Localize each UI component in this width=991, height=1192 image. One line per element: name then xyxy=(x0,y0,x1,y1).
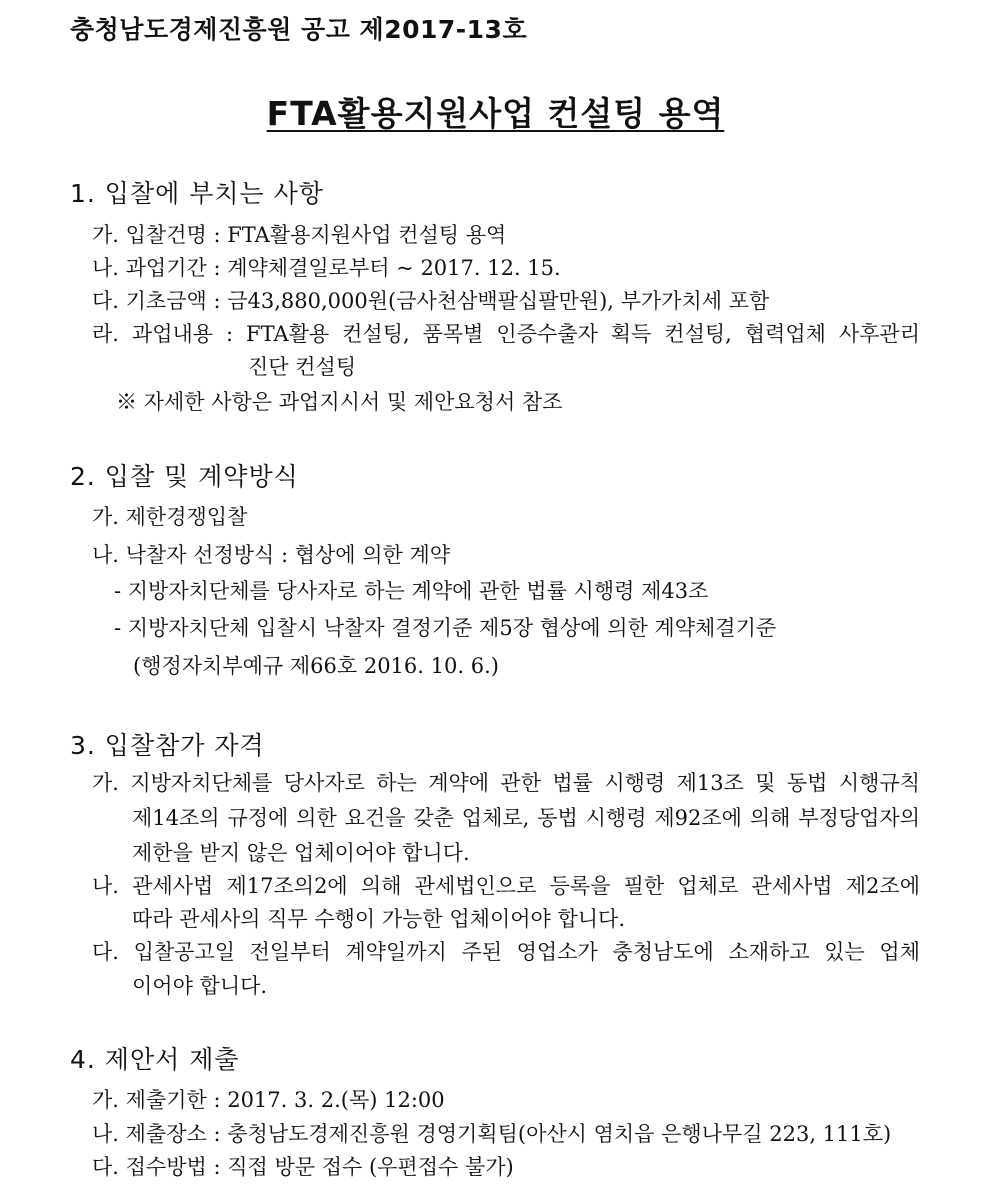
section-4-item: 다. 접수방법 : 직접 방문 접수 (우편접수 불가) xyxy=(92,1155,514,1179)
section-3-heading: 3. 입찰참가 자격 xyxy=(70,731,265,760)
section-3-item-a-line3: 제한을 받지 않은 업체이어야 합니다. xyxy=(132,841,470,865)
section-2-heading: 2. 입찰 및 계약방식 xyxy=(70,462,299,491)
section-4-heading: 4. 제안서 제출 xyxy=(70,1045,240,1074)
section-4-item: 가. 제출기한 : 2017. 3. 2.(목) 12:00 xyxy=(92,1088,445,1112)
section-3-item-a: 가. 지방자치단체를 당사자로 하는 계약에 관한 법률 시행령 제13조 및 동법 시행규칙 xyxy=(92,771,920,795)
section-1-item: 다. 기초금액 : 금43,880,000원(금사천삼백팔십팔만원), 부가가치세 포함 xyxy=(92,289,770,313)
section-3-item-c: 다. 입찰공고일 전일부터 계약일까지 주된 영업소가 충청남도에 소재하고 있는 업체 xyxy=(92,940,920,964)
notice-number: 충청남도경제진흥원 공고 제2017-13호 xyxy=(70,15,528,44)
section-1-item: 나. 과업기간 : 계약체결일로부터 ~ 2017. 12. 15. xyxy=(92,256,561,280)
section-4-item: 나. 제출장소 : 충청남도경제진흥원 경영기획팀(아산시 염치읍 은행나무길 223, 111호) xyxy=(92,1122,892,1146)
section-2-item: 가. 제한경쟁입찰 xyxy=(92,505,248,529)
section-1-item-continued: 진단 컨설팅 xyxy=(248,355,357,379)
section-2-subitem: - 지방자치단체를 당사자로 하는 계약에 관한 법률 시행령 제43조 xyxy=(114,579,709,603)
section-2-item: 나. 낙찰자 선정방식 : 협상에 의한 계약 xyxy=(92,543,451,567)
section-1-item: 가. 입찰건명 : FTA활용지원사업 컨설팅 용역 xyxy=(92,223,507,247)
document-title: FTA활용지원사업 컨설팅 용역 xyxy=(266,94,725,133)
section-3-item-a-line2: 제14조의 규정에 의한 요건을 갖춘 업체로, 동법 시행령 제92조에 의해 부정당업자의 xyxy=(132,806,920,830)
section-1-item: 라. 과업내용 : FTA활용 컨설팅, 품목별 인증수출자 획득 컨설팅, 협력업체 사후관리 xyxy=(92,322,920,346)
section-1-heading: 1. 입찰에 부치는 사항 xyxy=(70,179,324,208)
section-2-subitem: - 지방자치단체 입찰시 낙찰자 결정기준 제5장 협상에 의한 계약체결기준 xyxy=(114,616,777,640)
section-1-note: ※ 자세한 사항은 과업지시서 및 제안요청서 참조 xyxy=(116,390,563,414)
section-3-item-b-line2: 따라 관세사의 직무 수행이 가능한 업체이어야 합니다. xyxy=(132,907,626,931)
section-3-item-b: 나. 관세사법 제17조의2에 의해 관세법인으로 등록을 필한 업체로 관세사법 제2조에 xyxy=(92,874,920,898)
section-3-item-c-line2: 이어야 합니다. xyxy=(132,974,268,998)
section-2-subitem-continued: (행정자치부예규 제66호 2016. 10. 6.) xyxy=(133,654,499,678)
